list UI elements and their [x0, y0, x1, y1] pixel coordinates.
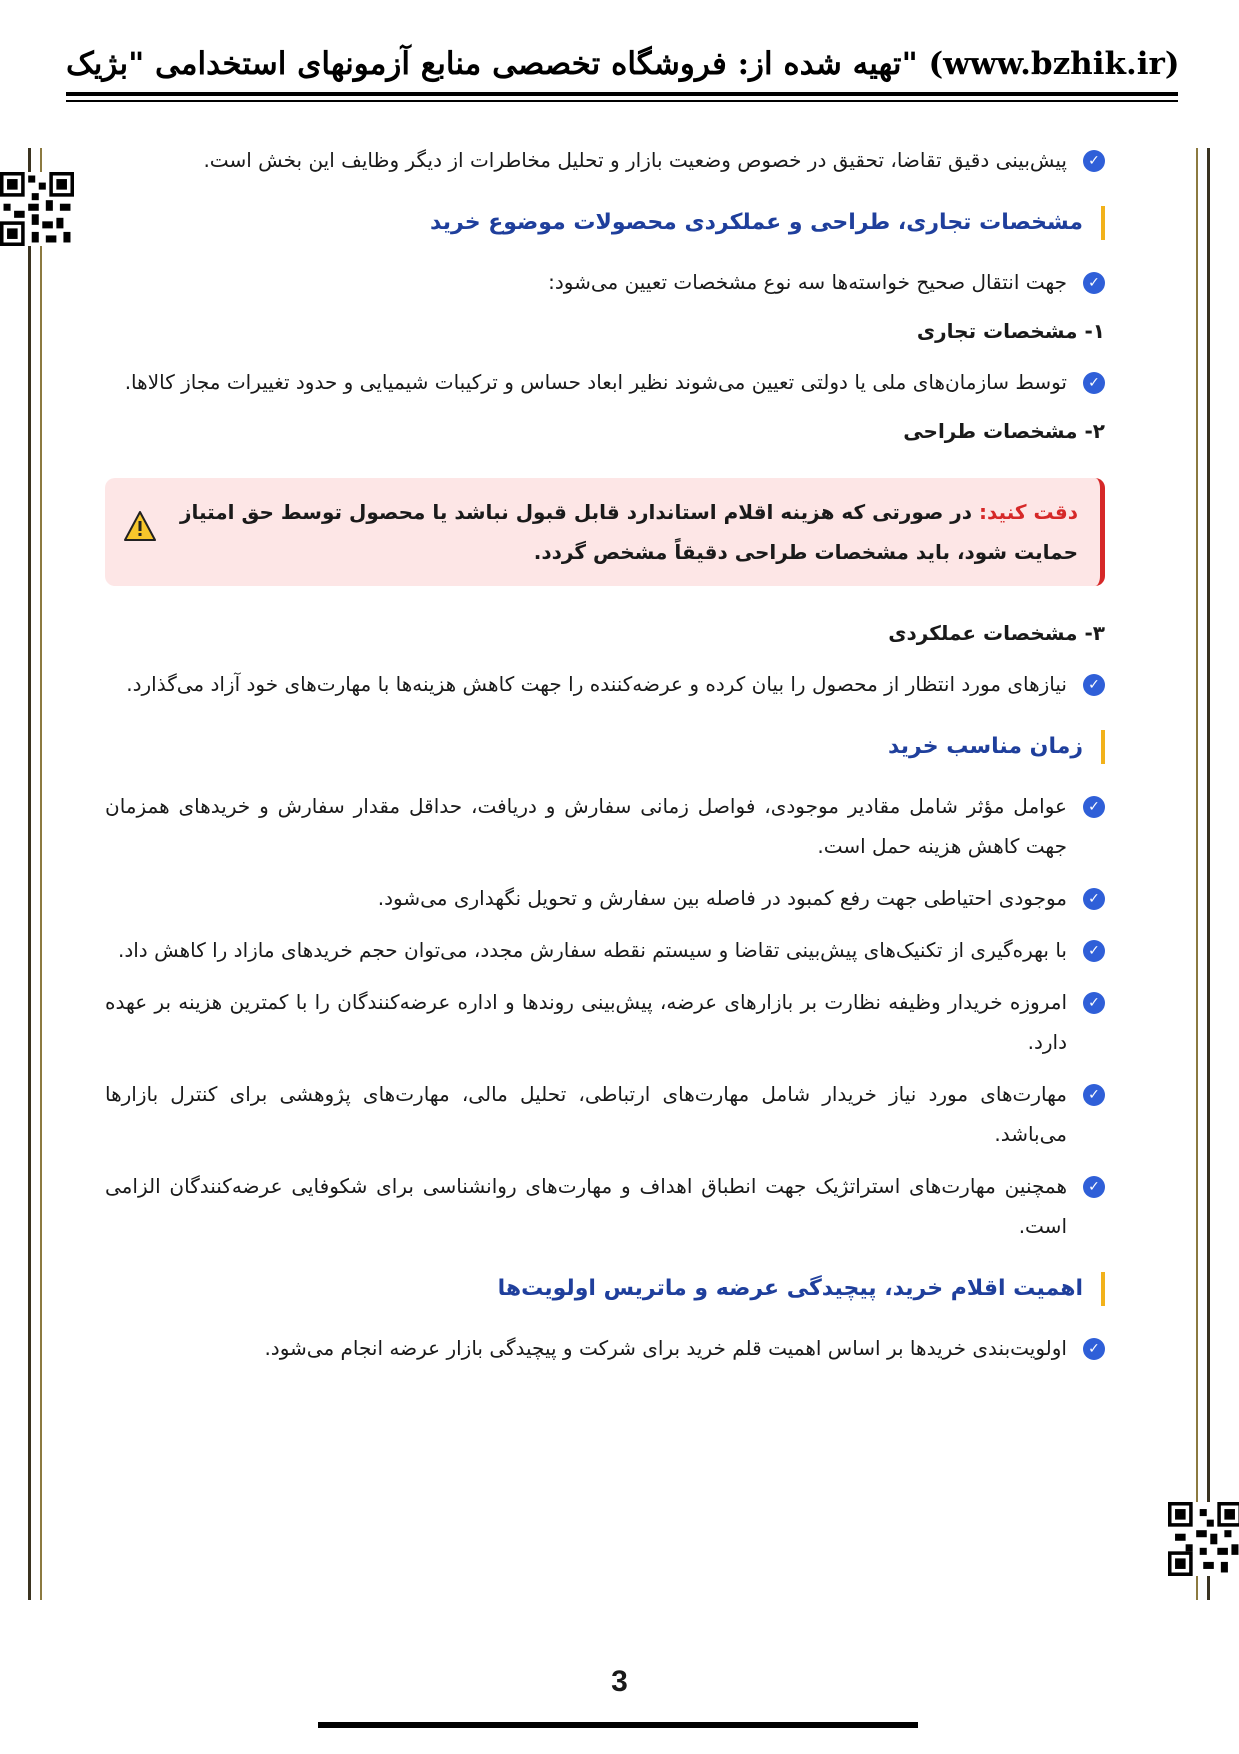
list-item-text: با بهره‌گیری از تکنیک‌های پیش‌بینی تقاضا و سیستم نقطه سفارش مجدد، می‌توان حجم خریدهای مازاد را کاهش داد. — [117, 938, 1067, 962]
qr-code-icon — [0, 172, 74, 246]
list-item — [105, 1074, 1105, 1154]
list-item — [105, 878, 1105, 918]
check-circle-icon: ✓ — [1083, 150, 1105, 172]
section-heading: زمان مناسب خرید — [105, 730, 1105, 764]
qr-code-icon — [1168, 1502, 1239, 1576]
list-item-text: پیش‌بینی دقیق تقاضا، تحقیق در خصوص وضعیت بازار و تحلیل مخاطرات از دیگر وظایف این بخش است. — [203, 148, 1067, 172]
check-circle-icon: ✓ — [1083, 1084, 1105, 1106]
list-item-text: نیازهای مورد انتظار از محصول را بیان کرده و عرضه‌کننده را جهت کاهش هزینه‌ها با مهارت‌های خود آزاد می‌گذارد. — [126, 672, 1067, 696]
note-text: در صورتی که هزینه اقلام استاندارد قابل قبول نباشد یا محصول توسط حق امتیاز حمایت شود، باید مشخصات طراحی دقیقاً مشخص گردد. — [179, 500, 1078, 564]
header-rule-thick — [66, 92, 1178, 96]
section-heading: اهمیت اقلام خرید، پیچیدگی عرضه و ماتریس اولویت‌ها — [105, 1272, 1105, 1306]
list-item — [105, 982, 1105, 1062]
check-circle-icon: ✓ — [1083, 272, 1105, 294]
check-circle-icon: ✓ — [1083, 372, 1105, 394]
list-item-text: جهت انتقال صحیح خواسته‌ها سه نوع مشخصات تعیین می‌شود: — [548, 270, 1067, 294]
warning-icon — [123, 510, 157, 542]
check-circle-icon: ✓ — [1083, 674, 1105, 696]
list-item-text: مهارت‌های مورد نیاز خریدار شامل مهارت‌های ارتباطی، تحلیل مالی، مهارت‌های پژوهشی برای کنترل بازارها می‌باشد. — [105, 1082, 1067, 1146]
page-header-title: تهیه شده از: فروشگاه تخصصی منابع آزمونهای استخدامی "بژیک" (www.bzhik.ir) — [66, 46, 1180, 82]
page-content — [105, 140, 1105, 1380]
sub-heading: ۲- مشخصات طراحی — [903, 419, 1105, 443]
left-decorative-border — [28, 148, 42, 1600]
check-circle-icon: ✓ — [1083, 992, 1105, 1014]
section-heading: مشخصات تجاری، طراحی و عملکردی محصولات موضوع خرید — [105, 206, 1105, 240]
list-item — [105, 140, 1105, 180]
list-item — [105, 362, 1105, 402]
check-circle-icon: ✓ — [1083, 1338, 1105, 1360]
list-item-text: عوامل مؤثر شامل مقادیر موجودی، فواصل زمانی سفارش و دریافت، حداقل مقدار سفارش و خریدهای همزمان جهت کاهش هزینه حمل است. — [105, 794, 1067, 858]
list-item-text: امروزه خریدار وظیفه نظارت بر بازارهای عرضه، پیش‌بینی روندها و اداره عرضه‌کنندگان را با کمترین هزینه بر عهده دارد. — [105, 990, 1067, 1054]
list-item-text: اولویت‌بندی خریدها بر اساس اهمیت قلم خرید برای شرکت و پیچیدگی بازار عرضه انجام می‌شود. — [264, 1336, 1067, 1360]
right-decorative-border — [1196, 148, 1210, 1600]
check-circle-icon: ✓ — [1083, 940, 1105, 962]
list-item-text: توسط سازمان‌های ملی یا دولتی تعیین می‌شوند نظیر ابعاد حساس و ترکیبات شیمیایی و حدود تغییرات مجاز کالاها. — [124, 370, 1067, 394]
list-item — [105, 262, 1105, 302]
check-circle-icon: ✓ — [1083, 1176, 1105, 1198]
check-circle-icon: ✓ — [1083, 888, 1105, 910]
list-item — [105, 1166, 1105, 1246]
list-item-text: موجودی احتیاطی جهت رفع کمبود در فاصله بین سفارش و تحویل نگهداری می‌شود. — [377, 886, 1067, 910]
list-item — [105, 1328, 1105, 1368]
list-item — [105, 930, 1105, 970]
footer-rule — [318, 1722, 918, 1728]
header-rule-thin — [66, 100, 1178, 102]
page-number: 3 — [611, 1665, 628, 1698]
sub-heading: ۱- مشخصات تجاری — [916, 319, 1105, 343]
note-label: دقت کنید: — [978, 500, 1078, 524]
list-item — [105, 786, 1105, 866]
check-circle-icon: ✓ — [1083, 796, 1105, 818]
list-item-text: همچنین مهارت‌های استراتژیک جهت انطباق اهداف و مهارت‌های روانشناسی برای شکوفایی عرضه‌کنندگان الزامی است. — [105, 1174, 1067, 1238]
sub-heading: ۳- مشخصات عملکردی — [888, 621, 1105, 645]
list-item — [105, 664, 1105, 704]
note-box — [105, 478, 1105, 586]
